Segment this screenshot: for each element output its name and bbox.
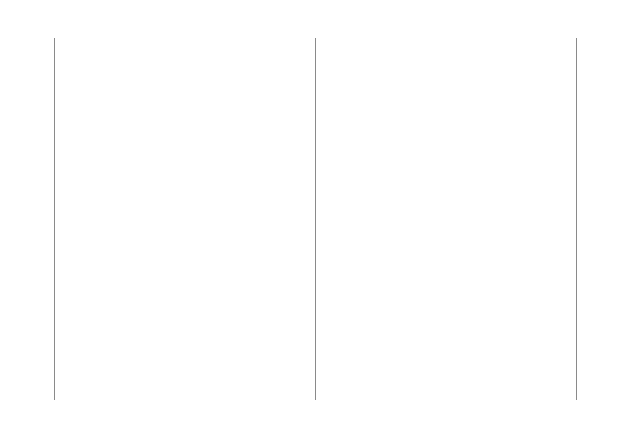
right-column-frame	[316, 38, 577, 400]
left-column-frame	[54, 38, 316, 400]
